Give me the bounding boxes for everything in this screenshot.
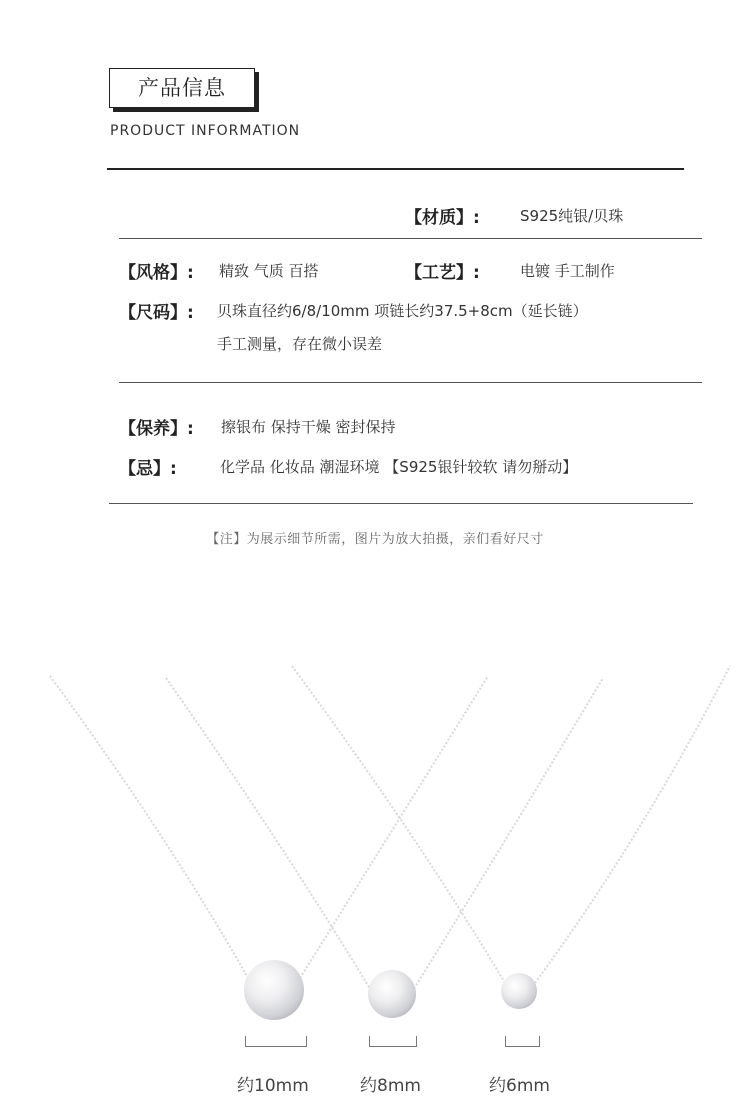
divider xyxy=(119,238,702,239)
care-key: 【保养】: xyxy=(119,419,194,439)
size-label-medium: 约8mm xyxy=(360,1076,421,1096)
size-key: 【尺码】: xyxy=(119,303,194,323)
size-bracket-medium xyxy=(369,1036,417,1047)
necklace-chains xyxy=(50,666,730,992)
pearl-medium xyxy=(368,970,416,1018)
size-value-line1: 贝珠直径约6/8/10mm 项链长约37.5+8cm（延长链） xyxy=(217,302,588,320)
pearl-large xyxy=(244,960,304,1020)
size-bracket-small xyxy=(505,1036,540,1047)
chain-small-left xyxy=(292,666,505,983)
header-divider xyxy=(107,168,684,170)
page-subtitle: PRODUCT INFORMATION xyxy=(110,123,301,139)
divider xyxy=(119,382,702,383)
avoid-value: 化学品 化妆品 潮湿环境 【S925银针较软 请勿掰动】 xyxy=(220,458,578,476)
chain-medium-left xyxy=(166,678,372,992)
care-value: 擦银布 保持干燥 密封保持 xyxy=(221,418,396,436)
material-key: 【材质】: xyxy=(405,208,480,228)
craft-key: 【工艺】: xyxy=(405,263,480,283)
size-label-small: 约6mm xyxy=(489,1076,550,1096)
chain-small-right xyxy=(535,666,730,983)
style-key: 【风格】: xyxy=(119,263,194,283)
size-label-large: 约10mm xyxy=(237,1076,309,1096)
pearl-necklaces-illustration xyxy=(0,600,750,1030)
chain-medium-right xyxy=(412,678,603,992)
size-note: 【注】为展示细节所需，图片为放大拍摄，亲们看好尺寸 xyxy=(206,532,544,547)
chain-large-right xyxy=(300,676,488,978)
size-value-line2: 手工测量，存在微小误差 xyxy=(217,335,383,353)
divider xyxy=(109,503,693,504)
page-title: 产品信息 xyxy=(109,68,255,108)
avoid-key: 【忌】: xyxy=(119,459,177,479)
size-bracket-large xyxy=(245,1036,307,1047)
craft-value: 电镀 手工制作 xyxy=(520,262,615,280)
chain-large-left xyxy=(50,676,248,978)
pearl-small xyxy=(501,973,537,1009)
style-value: 精致 气质 百搭 xyxy=(219,262,319,280)
material-value: S925纯银/贝珠 xyxy=(520,207,624,225)
